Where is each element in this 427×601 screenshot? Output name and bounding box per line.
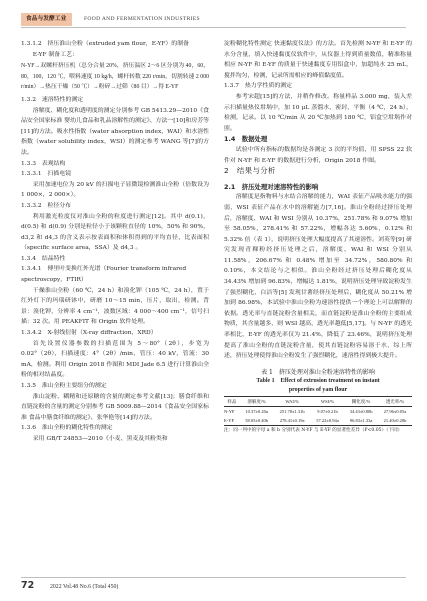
table-header-cell: WSI/% <box>311 397 344 407</box>
right-subheading: 1.4 数据处理 <box>224 135 268 144</box>
table-footnote: 注：同一列中的字母 a 和 b 分别代表 N-YF 与 E-YF 的显著性差异（P<0.05）（下同） <box>224 428 403 434</box>
table-cell: E-YF <box>224 416 240 426</box>
table-header-cell: WAI/% <box>274 397 311 407</box>
left-subheading: 1.3.4 结晶特性 <box>21 255 66 262</box>
right-subheading: 2.1 挤压处理对速溶特性的影响 <box>224 182 319 191</box>
left-subheading: 1.3.5 淮山全粉主要组分的测定 <box>21 383 107 389</box>
left-process-formula: N-YF→双螺杆挤压机（总分合量 20%，挤压温区 2～6 区分别为 40，60，80，100，120 ℃，喂料速度 10 kg/h，螺杆转数 220 r/min，切割转速 2 000 r/min）→热压干燥（50 ℃）→粉碎→过筛（80 目）→得 E-YF <box>21 63 209 91</box>
right-column <box>224 39 412 435</box>
table-cell: 58.05±0.40b <box>240 416 274 426</box>
right-paragraph-continued: 淀粉糊化特性测定 快速黏度仪法》的方法。首先检测 N-YF 和 E-YF 的水分含量，填入快速黏度仪软件中，从仪器上得到质量数值，精准称量相应 N-YF 和 E-YF 的质量于快速黏度专用铝盒中，加超纯水 25 mL，搅拌均匀，检测，记录所需相应的峰值黏度值。 <box>224 41 412 79</box>
table-1 <box>224 368 412 435</box>
left-subheading: 1.3.3 表观结构 <box>21 160 66 167</box>
table-row <box>224 407 412 417</box>
right-paragraph: 试验中所有指标的数据均是各测定 3 次的平均值，用 SPSS 22 软件对 N-YF 和 E-YF 的数据进行分析，Origin 2018 作图。 <box>224 146 412 164</box>
left-subheading: 1.3.4.2 X-射线衍射（X-ray diffraction，XRD） <box>21 330 157 337</box>
table-header-cell: 糊化度/% <box>344 397 378 407</box>
left-subheading: 1.3.2 速溶特性的测定 <box>21 96 84 103</box>
table-header-cell: 溶解度/% <box>240 397 274 407</box>
left-paragraph: 淮山淀粉、糊精和还原糖的含量的测定参考文献[13]；膳食纤维和直链淀粉的含量的测定分别参考 GB 5009.88—2014《食品安全国家标准 食品中膳食纤维的测定》、张华艳等[14]的方法。 <box>21 393 209 421</box>
journal-english-name: FOOD AND FERMENTATION INDUSTRIES <box>84 16 200 22</box>
left-paragraph: 利用激光粒度仪对淮山全粉的粒度进行测定[12]。其中 d(0.1)，d(0.5) 和 d(0.9) 分别是粒径小于该颗粒直径的 10%，50% 和 90%，d3,2 和 d4,3 的含义表示按表面积和体积得到的平均直径，比表面积（specific surface area，SSA）及 d4,3 。 <box>21 213 209 252</box>
left-paragraph: 采用加速电位为 20 kV 的扫描电子显微镜检测淮山全粉（倍数设为 1 000×，2 000×）。 <box>21 181 209 199</box>
instant-properties-table <box>224 396 412 426</box>
right-subheading: 1.3.7 热力学性质的测定 <box>224 83 293 90</box>
table-title-english-line-2: properties of yam flour <box>288 386 348 393</box>
right-paragraph: 参考宋超[15]的方法，并稍作修改。称量样品 3.000 mg，装入差示扫描量热仪坩埚中，加 10 μL 蒸馏水，密封，平衡（4 ℃，24 h），检测，记录。以 10 ℃/min 从 20 ℃加热到 180 ℃，铝盒空坩埚作对照。 <box>224 93 412 132</box>
table-cell: 96.83±1.33a <box>344 416 378 426</box>
left-subheading: 1.3.1.2 挤压淮山全粉（extruded yam flour，E-YF）的制备 <box>21 41 189 47</box>
volume-info: 2022 Vol.48 No.6 (Total 450) <box>50 584 119 590</box>
table-cell: 251.78±1.31b <box>279 409 305 415</box>
table-cell: N-YF <box>224 409 235 415</box>
table-header-cell: 样品 <box>224 397 240 407</box>
table-row <box>224 416 412 426</box>
right-column-text <box>224 39 412 362</box>
right-section-heading: 2 结果与分析 <box>224 166 276 176</box>
left-paragraph: 干燥淮山全粉（60 ℃，24 h）和溴化钾（105 ℃，24 h），置于红外灯下的玛瑙研钵中，研磨 10～15 min，压片，取出，检测。背景：溴化钾，分辨率 4 cm⁻¹，波数区域：4 000～400 cm⁻¹，信号扫描：32 次。用 PEAKFIT 和 Origin 软件处理。 <box>21 287 209 326</box>
left-paragraph: 采用 GB/T 24853—2010《小麦、黑麦及其粉类和 <box>32 435 168 442</box>
table-header-row <box>224 397 412 407</box>
journal-name-badge: 食品与发酵工业 <box>21 13 72 26</box>
page-header <box>21 13 406 26</box>
right-paragraph: 溶解度是指物料与水结合溶解的能力，WAI 表征产品吸水能力的强弱，WSI 表征产品在水中的溶解能力[7,16]。淮山全粉经过挤压处理后，溶解度、WAI 和 WSI 分别从 10.37%，251.78% 和 9.07% 增加至 58.05%，278.41% 和 57.22%，增幅各达 5.60%，0.12% 和 5.32% 倍（表 1），说明挤压处理大幅度提高了其速溶性。刘英等[9] 研究发现青稞粉经挤压处理之后，溶解度、WAI 和 WSI 分别从 11.58%，206.67% 和 0.48% 增加至 34.72%，580.80% 和 0.10%，本文结论与之相似。淮山全粉经过挤压处理后糊化度从 34.43% 增加到 96.83%，增幅达 1.81%，说明挤压处理导致淀粉发生了强烈糊化，白洁等[5] 发现甘薯经挤压处理后，糊化度从 50.21% 增加到 86.98%，本试验中淮山全粉为速溶性提供一个理论上可以解释的依据。透光率与直链淀粉含量相关，而直链淀粉是淮山全粉的主要组成物质，其含量越多，则 WSI 越高，透光率越低[5,17]。与 N-YF 的透光率相比，E-YF 的透光率仅为 21.4%，降低了 23.46%，说明挤压处理提高了淮山全粉的直链淀粉含量，使其直链淀粉容易溶于水，综上所述，挤压处理使得淮山全粉发生了强烈糊化，速溶性得到极大提升。 <box>224 194 412 360</box>
left-paragraph: E-YF 制备工艺： <box>32 51 78 58</box>
header-divider <box>21 27 406 28</box>
table-cell: 21.40±0.20b <box>378 416 412 426</box>
table-cell: 278.41±0.19a <box>274 416 311 426</box>
table-cell: 57.22±0.94a <box>311 416 344 426</box>
left-column <box>21 39 209 445</box>
left-paragraph: 首先设置仪器参数的扫描范围为 5～80°（2θ），步宽为 0.02°（2θ），扫描速度：4°（2θ）/min，管压：40 kV，管流：30 mA，检测。利用 Origin 2018 作图和 MDI Jade 6.5 进行计算淮山全粉的相对结晶度。 <box>21 340 209 379</box>
table-title-english-line-1: Table 1 Effect of extrusion treatment on instant <box>256 377 380 384</box>
table-body <box>224 407 412 426</box>
table-title: 表 1 挤压处理对淮山全粉速溶特性的影响 <box>261 368 375 376</box>
left-subheading: 1.3.4.1 傅里叶变换红外光谱（Fourier transform infrared spectroscopy，FTIR） <box>21 266 187 284</box>
page-number: 72 <box>21 580 35 591</box>
left-subheading: 1.3.3.2 粒径分布 <box>21 202 72 209</box>
table-header-cell: 透光率/% <box>378 397 412 407</box>
table-cell: 10.37±0.20a <box>245 409 268 415</box>
table-cell: 34.43±0.80b <box>349 409 373 415</box>
left-subheading: 1.3.6 淮山全粉的糊化特性的测定 <box>21 425 113 432</box>
table-cell: 27.96±0.05a <box>383 409 407 415</box>
left-paragraph: 溶解度、糊化度和透明度的测定分别参考 GB 5413.29—2010《食品安全国家标准 婴幼儿食品和乳品溶解性的测定》、方法一[10]和房芳等[11]的方法。吸水性指数（water absorption index，WAI）和水溶性指数（water solubility index，WSI）的测定参考 WANG 等[7]的方法。 <box>21 107 209 156</box>
footer-divider <box>21 577 406 578</box>
table-cell: 9.07±0.21b <box>317 409 338 415</box>
left-subheading: 1.3.3.1 扫描电镜 <box>21 171 72 178</box>
